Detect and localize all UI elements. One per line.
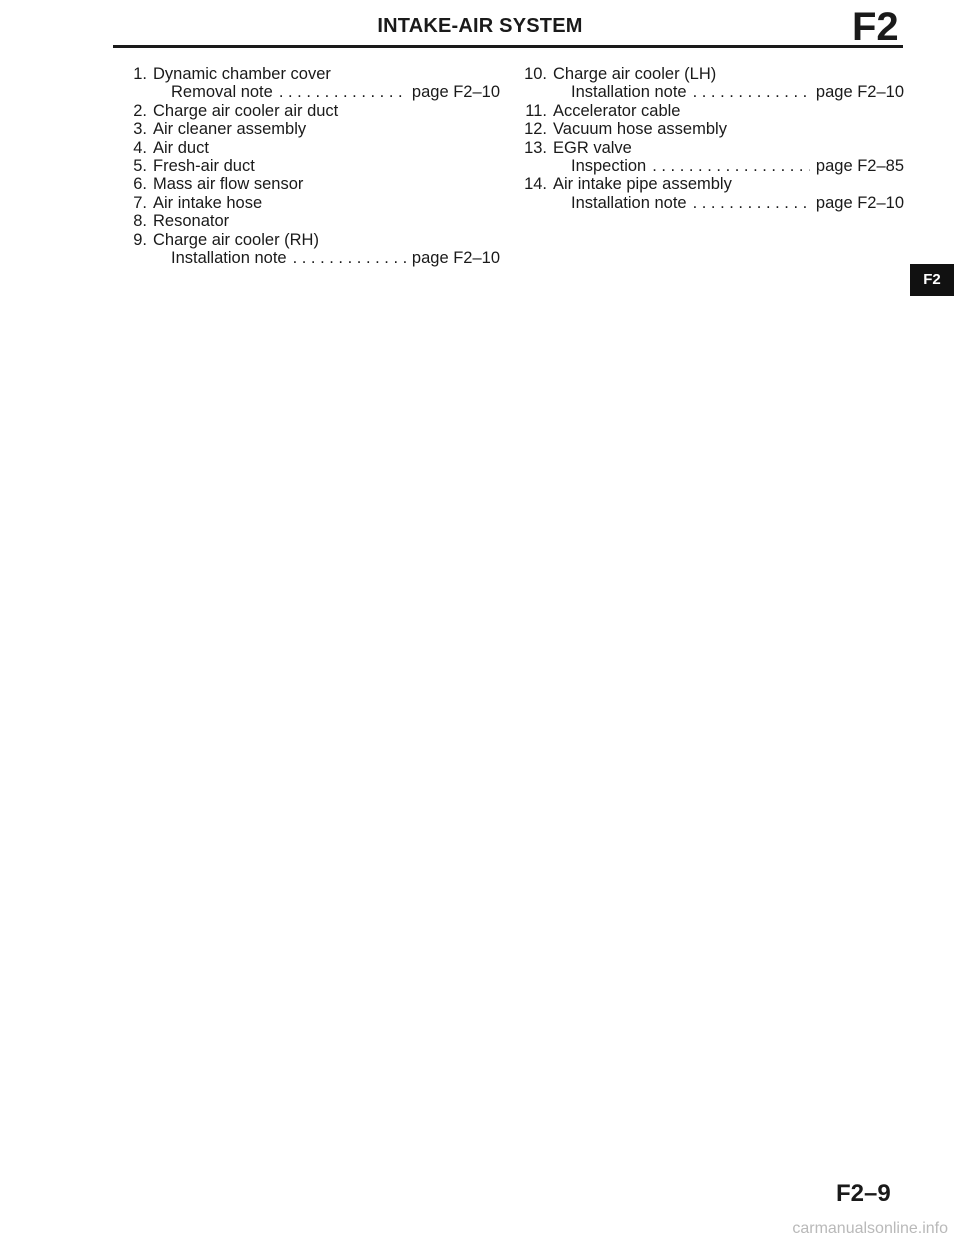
list-item [118, 65, 500, 83]
item-reference-line [518, 157, 904, 175]
item-number: 4. [133, 138, 147, 157]
item-label: Dynamic chamber cover [153, 65, 331, 83]
list-item [118, 102, 500, 120]
list-item [518, 65, 904, 83]
reference-note: Installation note [571, 83, 687, 102]
item-label: Accelerator cable [553, 101, 681, 120]
section-code: F2 [852, 5, 899, 49]
item-label: Charge air cooler (RH) [153, 230, 319, 249]
item-label: Charge air cooler (LH) [553, 65, 717, 83]
item-label: Resonator [153, 212, 230, 231]
item-label: EGR valve [553, 138, 632, 157]
item-number: 8. [133, 212, 147, 231]
item-label: Air intake pipe assembly [553, 175, 732, 194]
item-number: 10. [524, 65, 547, 83]
list-item [518, 139, 904, 157]
item-reference-line [518, 194, 904, 212]
item-number: 11. [525, 101, 547, 120]
reference-note: Inspection [571, 156, 647, 175]
list-item [118, 120, 500, 138]
leader-dots [693, 83, 810, 101]
leader-dots [652, 157, 810, 175]
parts-list-right [518, 65, 904, 212]
list-item [518, 102, 904, 120]
page-reference: page F2–85 [815, 156, 904, 175]
item-reference-line [518, 83, 904, 101]
list-item [118, 194, 500, 212]
item-number: 13. [524, 138, 547, 157]
item-number: 12. [524, 120, 547, 139]
item-label: Fresh-air duct [153, 156, 255, 175]
item-label: Air cleaner assembly [153, 120, 307, 139]
reference-note: Removal note [171, 83, 273, 102]
item-number: 14. [524, 175, 547, 194]
reference-note: Installation note [571, 193, 687, 212]
page-reference: page F2–10 [815, 83, 904, 102]
list-item [118, 212, 500, 230]
section-tab-marker: F2 [910, 264, 954, 296]
page-title: INTAKE-AIR SYSTEM [377, 15, 583, 37]
watermark: carmanualsonline.info [792, 1220, 948, 1237]
header-divider [113, 45, 903, 48]
item-number: 9. [133, 230, 147, 249]
reference-note: Installation note [171, 248, 287, 267]
item-label: Air intake hose [153, 193, 263, 212]
list-item [118, 157, 500, 175]
page-reference: page F2–10 [411, 248, 500, 267]
page-number: F2–9 [836, 1180, 891, 1207]
list-item [518, 120, 904, 138]
item-number: 2. [133, 101, 147, 120]
item-number: 3. [133, 120, 147, 139]
item-label: Vacuum hose assembly [553, 120, 727, 139]
item-label: Air duct [153, 138, 209, 157]
leader-dots [693, 194, 810, 212]
page-reference: page F2–10 [815, 193, 904, 212]
item-reference-line [118, 83, 500, 101]
leader-dots [279, 83, 406, 101]
item-number: 6. [133, 175, 147, 194]
item-reference-line [118, 249, 500, 267]
list-item [118, 139, 500, 157]
page-reference: page F2–10 [411, 83, 500, 102]
list-item [118, 231, 500, 249]
list-item [518, 175, 904, 193]
item-label: Mass air flow sensor [153, 175, 304, 194]
list-item [118, 175, 500, 193]
item-label: Charge air cooler air duct [153, 101, 339, 120]
item-number: 1. [133, 65, 147, 83]
leader-dots [293, 249, 406, 267]
item-number: 7. [133, 193, 147, 212]
item-number: 5. [133, 156, 147, 175]
parts-list-left [118, 65, 500, 267]
